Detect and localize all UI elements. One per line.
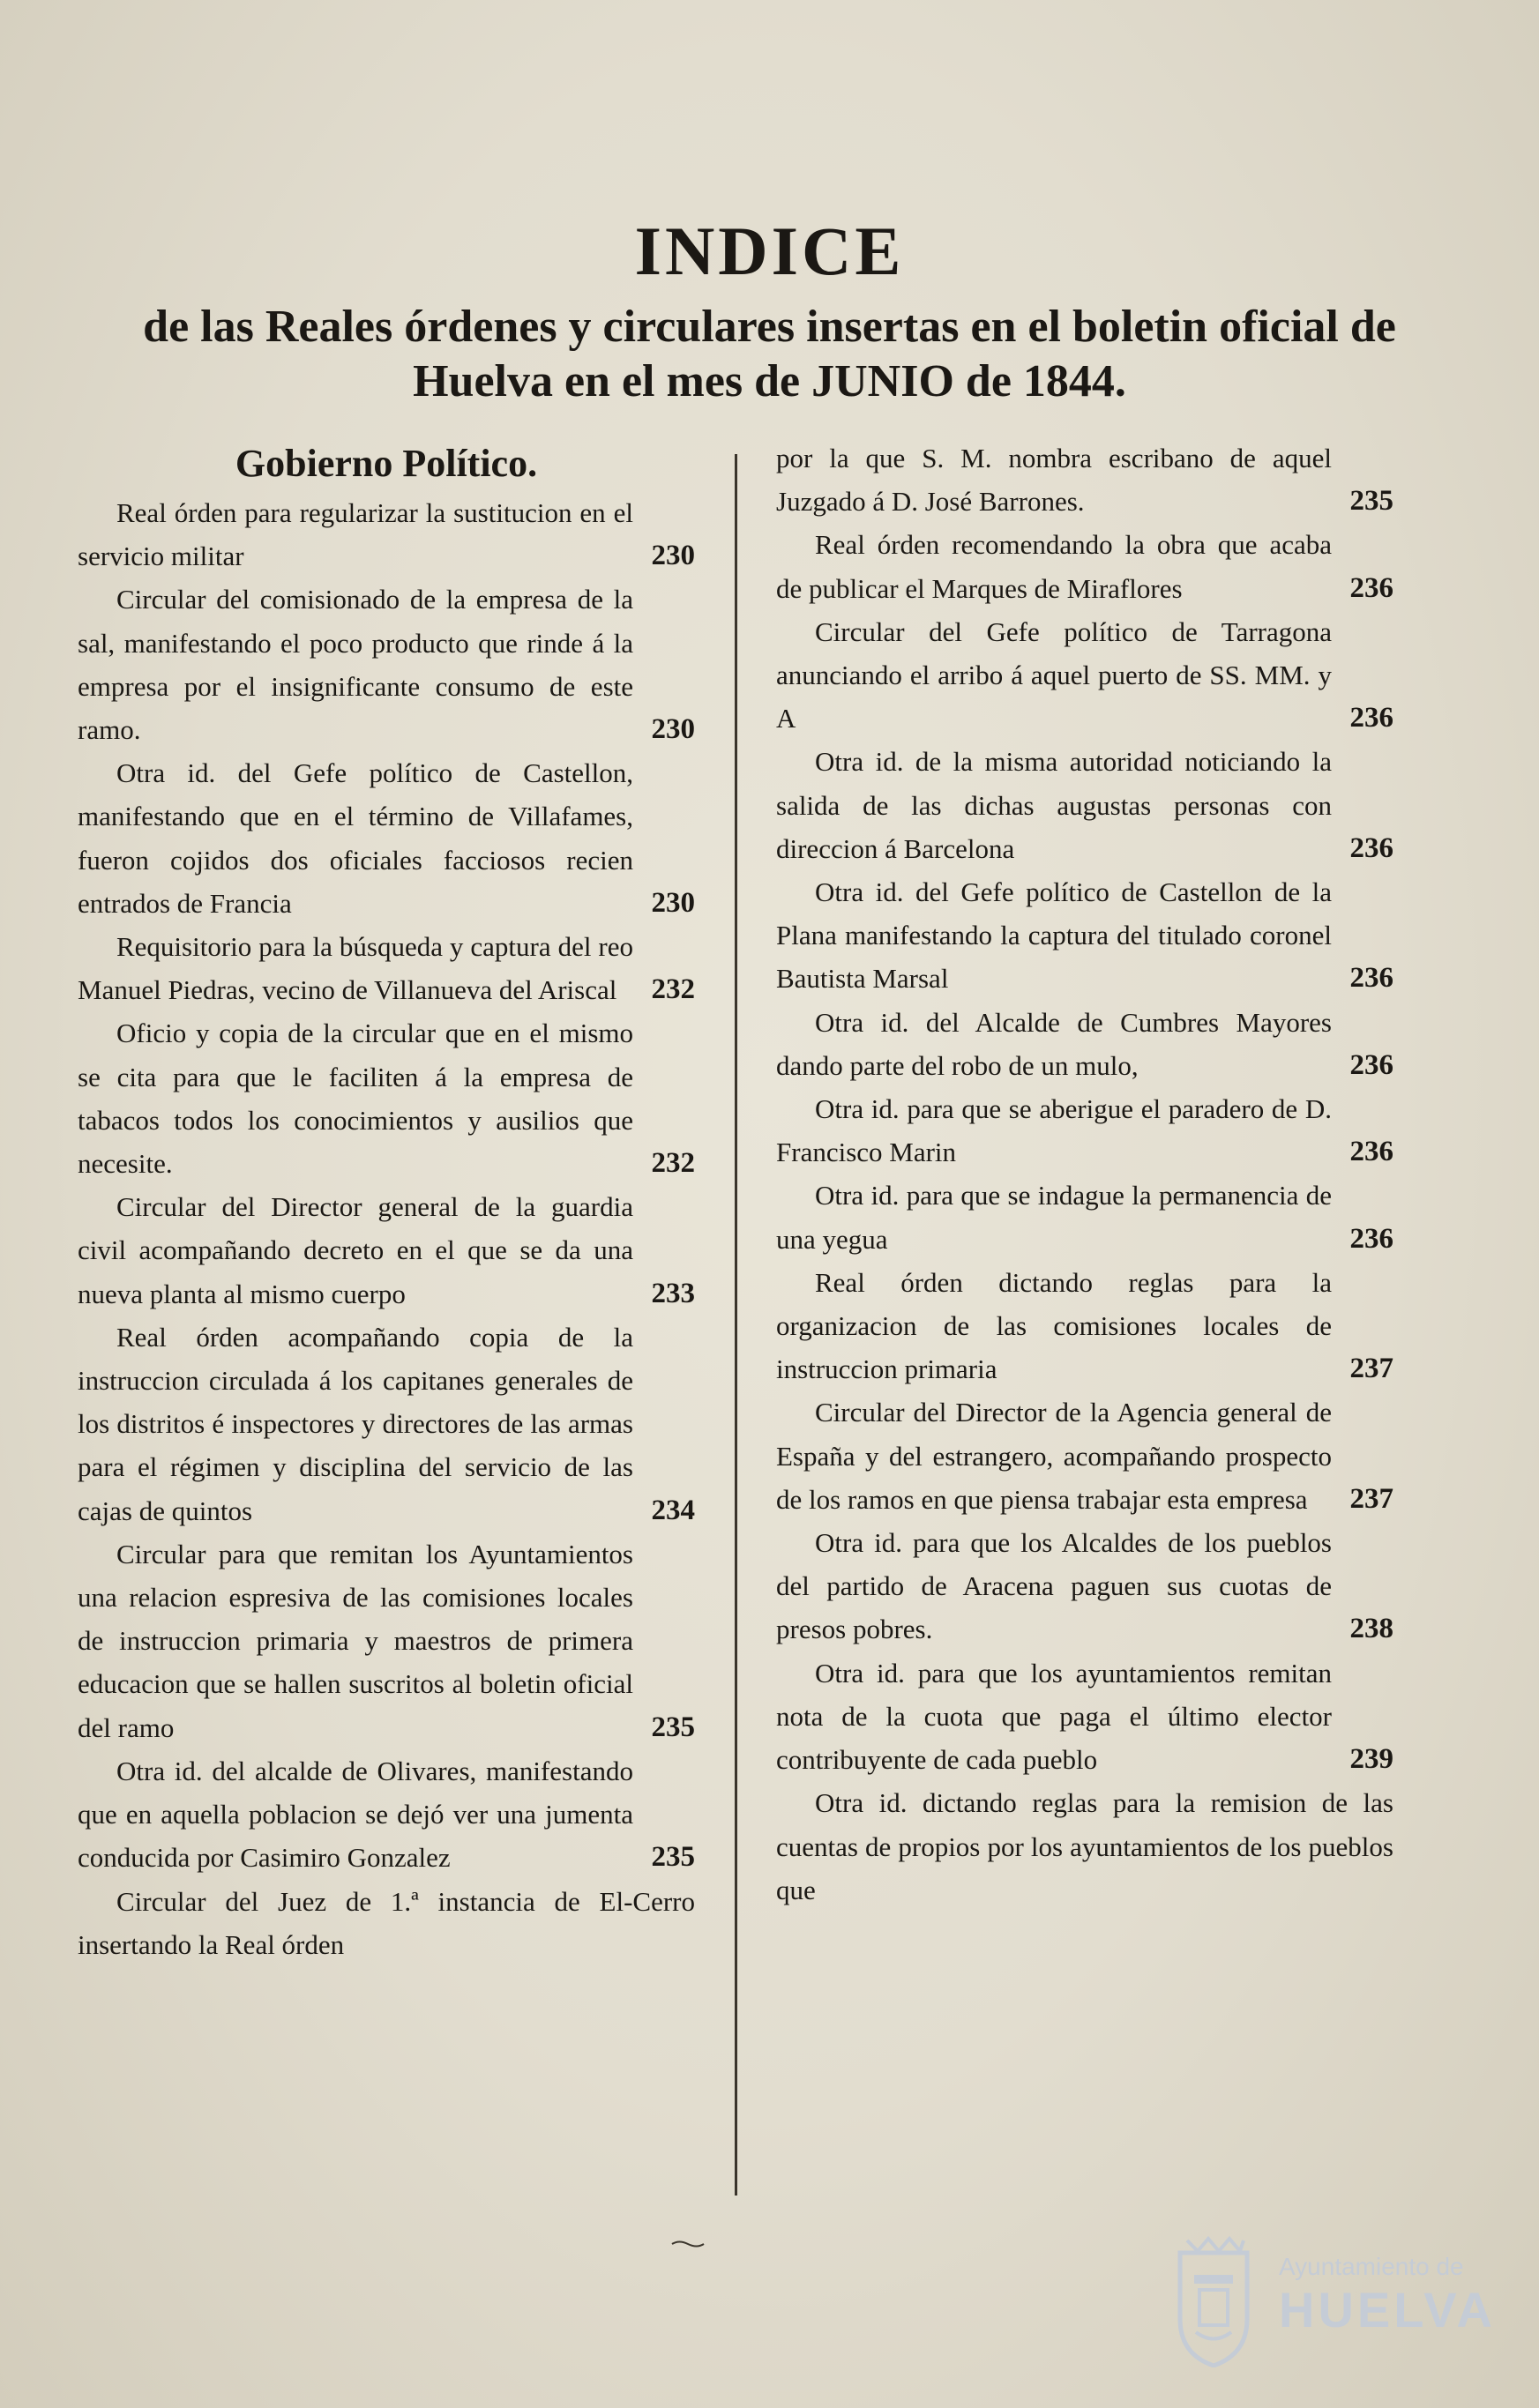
index-entry xyxy=(78,925,695,1011)
left-column xyxy=(78,436,695,1966)
index-entry xyxy=(78,1749,695,1880)
entry-text: Circular del Director general de la guardia civil acompañando decreto en el que se da una nueva planta al mismo cuerpo xyxy=(78,1191,633,1309)
index-entry xyxy=(776,1087,1393,1174)
index-entry xyxy=(78,578,695,751)
entry-text: Circular para que remitan los Ayuntamientos una relacion espresiva de las comisiones locales de instruccion primaria y maestros de primera educacion que se hallen suscritos al boletin oficial del ramo xyxy=(78,1538,633,1743)
entry-page-number: 230 xyxy=(651,886,695,919)
right-column xyxy=(776,436,1393,1912)
entry-text: Otra id. dictando reglas para la remision de las cuentas de propios por los ayuntamientos de los pueblos que xyxy=(776,1787,1393,1905)
index-entry xyxy=(78,1316,695,1532)
entry-page-number: 234 xyxy=(651,1494,695,1526)
index-entry xyxy=(78,751,695,925)
entry-page-number: 232 xyxy=(651,973,695,1006)
entry-text: Real órden dictando reglas para la organizacion de las comisiones locales de instruccion primaria xyxy=(776,1266,1332,1385)
index-entry xyxy=(776,1781,1393,1912)
entry-page-number: 239 xyxy=(1349,1743,1393,1776)
entry-text: Otra id. de la misma autoridad noticiando la salida de las dichas augustas personas con direccion á Barcelona xyxy=(776,746,1332,864)
entry-text: Otra id. para que los ayuntamientos remitan nota de la cuota que paga el último elector contribuyente de cada pueblo xyxy=(776,1657,1332,1776)
entry-text: Oficio y copia de la circular que en el mismo se cita para que le faciliten á la empresa de tabacos todos los conocimientos y ausilios que necesite. xyxy=(78,1018,633,1180)
entry-page-number: 235 xyxy=(651,1841,695,1874)
entry-text: Otra id. para que los Alcaldes de los pueblos del partido de Aracena paguen sus cuotas de presos pobres. xyxy=(776,1527,1332,1645)
entry-text: Otra id. del Gefe político de Castellon de la Plana manifestando la captura del titulado coronel Bautista Marsal xyxy=(776,876,1332,995)
entry-page-number: 237 xyxy=(1349,1482,1393,1515)
index-entry xyxy=(776,1261,1393,1391)
entry-page-number: 236 xyxy=(1349,702,1393,734)
entry-text: Circular del Gefe político de Tarragona anunciando el arribo á aquel puerto de SS. MM. y A xyxy=(776,615,1332,734)
index-entry xyxy=(776,523,1393,609)
coat-of-arms-icon xyxy=(1173,2235,1254,2367)
entry-page-number: 233 xyxy=(651,1277,695,1309)
index-entry xyxy=(78,491,695,578)
entry-text: Requisitorio para la búsqueda y captura del reo Manuel Piedras, vecino de Villanueva del Ariscal xyxy=(78,931,633,1006)
entry-page-number: 236 xyxy=(1349,1048,1393,1081)
index-entry xyxy=(78,1880,695,1966)
entry-page-number: 237 xyxy=(1349,1353,1393,1385)
section-heading: Gobierno Político. xyxy=(235,442,538,485)
index-entry xyxy=(78,1532,695,1749)
entry-text: por la que S. M. nombra escribano de aquel Juzgado á D. José Barrones. xyxy=(776,443,1332,518)
entry-text: Real órden para regularizar la sustitucion en el servicio militar xyxy=(78,497,633,572)
index-entry xyxy=(78,1185,695,1316)
entry-text: Otra id. del Gefe político de Castellon, manifestando que en el término de Villafames, fueron cojidos dos oficiales facciosos recien entrados de Francia xyxy=(78,757,633,919)
index-entry xyxy=(776,1174,1393,1260)
left-entry-list xyxy=(78,491,695,1966)
entry-text: Circular del Director de la Agencia general de España y del estrangero, acompañando prospecto de los ramos en que piensa trabajar esta empresa xyxy=(776,1397,1332,1515)
entry-page-number: 232 xyxy=(651,1147,695,1180)
entry-text: Real órden acompañando copia de la instruccion circulada á los capitanes generales de los distritos é inspectores y directores de las armas para el régimen y disciplina del servicio de las cajas de quintos xyxy=(78,1321,633,1526)
entry-page-number: 238 xyxy=(1349,1613,1393,1645)
entry-text: Real órden recomendando la obra que acaba de publicar el Marques de Miraflores xyxy=(776,529,1332,604)
entry-page-number: 236 xyxy=(1349,962,1393,995)
index-entry xyxy=(776,740,1393,870)
index-entry xyxy=(776,1521,1393,1651)
entry-page-number: 235 xyxy=(1349,485,1393,518)
index-entry xyxy=(776,1651,1393,1782)
entry-page-number: 230 xyxy=(651,713,695,746)
page-subtitle: de las Reales órdenes y circulares insertas en el boletin oficial de Huelva en el mes de JUNIO de 1844. xyxy=(143,302,1396,406)
index-entry xyxy=(78,1011,695,1185)
index-entry xyxy=(776,1001,1393,1087)
watermark-big: HUELVA xyxy=(1279,2282,1496,2337)
entry-text: Otra id. del alcalde de Olivares, manifestando que en aquella poblacion se dejó ver una jumenta conducida por Casimiro Gonzalez xyxy=(78,1755,633,1874)
entry-text: Otra id. para que se aberigue el paradero de D. Francisco Marin xyxy=(776,1093,1332,1168)
entry-page-number: 235 xyxy=(651,1711,695,1743)
watermark-small: Ayuntamiento de xyxy=(1279,2253,1464,2280)
column-divider xyxy=(735,454,737,2196)
entry-page-number: 236 xyxy=(1349,1222,1393,1255)
archive-watermark xyxy=(1173,2235,1508,2376)
entry-page-number: 230 xyxy=(651,540,695,572)
ornament-icon xyxy=(670,2240,706,2248)
entry-page-number: 236 xyxy=(1349,1136,1393,1168)
entry-text: Otra id. para que se indague la permanencia de una yegua xyxy=(776,1180,1332,1255)
entry-page-number: 236 xyxy=(1349,831,1393,864)
index-entry xyxy=(776,870,1393,1001)
entry-text: Circular del Juez de 1.ª instancia de El-Cerro insertando la Real órden xyxy=(78,1885,695,1960)
watermark-text xyxy=(1279,2253,1496,2338)
index-entry xyxy=(776,436,1393,523)
right-entry-list xyxy=(776,436,1393,1912)
entry-text: Otra id. del Alcalde de Cumbres Mayores dando parte del robo de un mulo, xyxy=(776,1006,1332,1081)
index-entry xyxy=(776,1390,1393,1521)
page-title: INDICE xyxy=(634,212,905,289)
entry-page-number: 236 xyxy=(1349,571,1393,604)
entry-text: Circular del comisionado de la empresa de la sal, manifestando el poco producto que rinde á la empresa por el insignificante consumo de este ramo. xyxy=(78,584,633,746)
index-entry xyxy=(776,610,1393,741)
